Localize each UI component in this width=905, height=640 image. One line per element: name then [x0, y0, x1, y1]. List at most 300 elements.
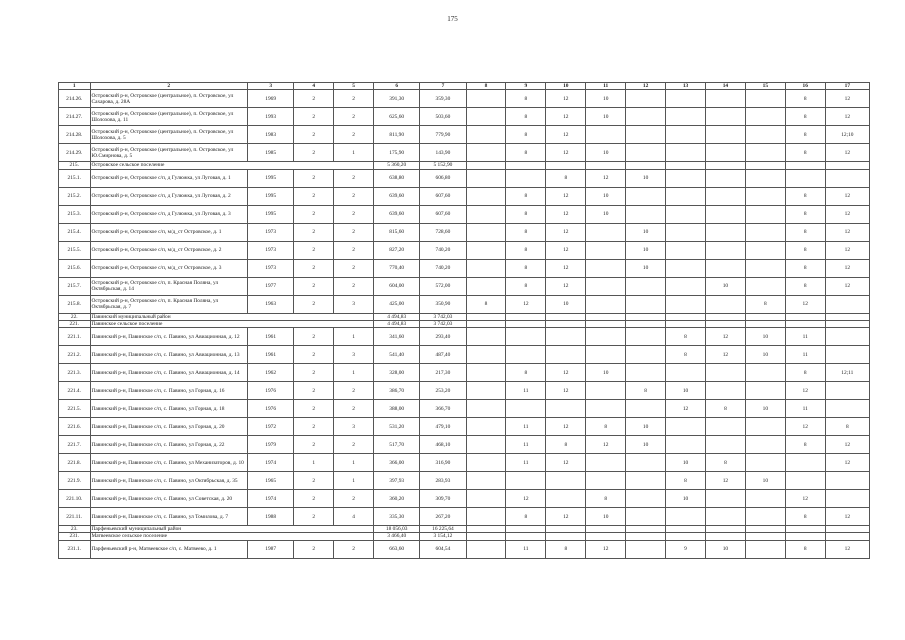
table-cell: [705, 169, 745, 187]
table-cell: 2: [334, 259, 374, 277]
column-header: 11: [586, 83, 626, 90]
table-cell: [506, 328, 546, 346]
table-cell: 8: [506, 508, 546, 526]
table-cell: 10: [586, 205, 626, 223]
table-cell: 1972: [248, 418, 294, 436]
table-row: [59, 108, 870, 126]
subtotal-code: 23.: [59, 526, 91, 533]
table-cell: 175,90: [374, 144, 420, 162]
table-cell: [745, 205, 785, 223]
address-cell: Павинский р-н, Павинское с/п, с. Павино, ул Авиационная, д. 13: [90, 346, 248, 364]
table-cell: [586, 277, 626, 295]
subtotal-area-total: 5 360,20: [374, 162, 420, 169]
table-cell: 1993: [248, 108, 294, 126]
table-cell: 2: [294, 436, 334, 454]
table-cell: 8: [546, 436, 586, 454]
table-cell: [745, 320, 785, 327]
table-cell: 1969: [248, 90, 294, 108]
table-cell: [626, 526, 666, 533]
column-header: 3: [248, 83, 294, 90]
table-cell: 740,20: [420, 241, 466, 259]
table-cell: [745, 259, 785, 277]
table-cell: 2: [294, 241, 334, 259]
table-cell: [705, 364, 745, 382]
table-cell: [705, 533, 745, 540]
table-cell: 2: [334, 90, 374, 108]
table-cell: 12: [785, 295, 825, 313]
column-header: 17: [825, 83, 869, 90]
subtotal-row: [59, 162, 870, 169]
table-cell: [666, 259, 706, 277]
table-cell: 1995: [248, 205, 294, 223]
table-row: [59, 295, 870, 313]
table-cell: 215.4.: [59, 223, 91, 241]
table-cell: 10: [626, 169, 666, 187]
table-cell: [745, 90, 785, 108]
table-cell: [666, 144, 706, 162]
table-cell: 8: [785, 187, 825, 205]
table-cell: 8: [785, 508, 825, 526]
column-header: 6: [374, 83, 420, 90]
table-cell: [745, 277, 785, 295]
column-header: 4: [294, 83, 334, 90]
table-cell: 1973: [248, 223, 294, 241]
table-row: [59, 472, 870, 490]
table-cell: [626, 126, 666, 144]
subtotal-area-total: 4 494,83: [374, 313, 420, 320]
table-row: [59, 259, 870, 277]
column-header: 1: [59, 83, 91, 90]
table-cell: 12: [785, 382, 825, 400]
table-cell: 10: [745, 346, 785, 364]
table-cell: 12: [825, 241, 869, 259]
table-cell: [745, 223, 785, 241]
table-cell: [745, 108, 785, 126]
table-cell: 2: [334, 169, 374, 187]
table-cell: [506, 526, 546, 533]
table-cell: 8: [546, 540, 586, 558]
table-cell: 11: [506, 436, 546, 454]
table-cell: [466, 241, 506, 259]
table-cell: 10: [586, 508, 626, 526]
table-cell: 12: [825, 540, 869, 558]
table-cell: 1995: [248, 169, 294, 187]
table-cell: 1: [334, 454, 374, 472]
table-cell: [785, 162, 825, 169]
table-cell: [466, 540, 506, 558]
table-cell: [626, 508, 666, 526]
table-cell: 12: [546, 126, 586, 144]
table-cell: [626, 205, 666, 223]
table-cell: 12: [546, 277, 586, 295]
address-cell: Островский р-н, Островское с/п, п. Красная Поляна, ул Октябрьская, д. 14: [90, 277, 248, 295]
subtotal-row: [59, 526, 870, 533]
table-cell: [586, 400, 626, 418]
column-header: 10: [546, 83, 586, 90]
table-cell: [466, 320, 506, 327]
table-cell: 1985: [248, 144, 294, 162]
table-cell: 10: [705, 540, 745, 558]
table-cell: 8: [785, 259, 825, 277]
address-cell: Островский р-н, Островское с/п, п. Красная Поляна, ул Октябрьская, д. 7: [90, 295, 248, 313]
table-cell: 2: [334, 108, 374, 126]
table-cell: 2: [294, 328, 334, 346]
table-row: [59, 223, 870, 241]
table-cell: 221.1.: [59, 328, 91, 346]
table-cell: [705, 526, 745, 533]
subtotal-name: Павинский муниципальный район: [90, 313, 374, 320]
table-cell: [466, 454, 506, 472]
table-cell: [705, 223, 745, 241]
table-cell: [546, 400, 586, 418]
table-cell: [466, 400, 506, 418]
table-cell: 12: [546, 364, 586, 382]
table-cell: [466, 223, 506, 241]
table-cell: [666, 277, 706, 295]
table-cell: 2: [294, 277, 334, 295]
table-cell: 10: [626, 418, 666, 436]
table-row: [59, 277, 870, 295]
table-cell: [466, 382, 506, 400]
table-cell: [586, 472, 626, 490]
table-cell: 215.8.: [59, 295, 91, 313]
table-cell: [466, 490, 506, 508]
table-cell: 221.10.: [59, 490, 91, 508]
table-cell: 293,40: [420, 328, 466, 346]
table-cell: [705, 436, 745, 454]
table-cell: [745, 436, 785, 454]
table-cell: 231.1.: [59, 540, 91, 558]
table-cell: [745, 169, 785, 187]
table-cell: [825, 169, 869, 187]
table-cell: [466, 126, 506, 144]
table-cell: [586, 313, 626, 320]
table-cell: [825, 295, 869, 313]
table-cell: 607,60: [420, 187, 466, 205]
table-cell: 214.26.: [59, 90, 91, 108]
table-cell: 1961: [248, 328, 294, 346]
table-row: [59, 454, 870, 472]
table-cell: [466, 144, 506, 162]
table-cell: 1974: [248, 490, 294, 508]
table-cell: 1: [334, 328, 374, 346]
table-cell: [666, 205, 706, 223]
column-header: 12: [626, 83, 666, 90]
table-cell: 639,60: [374, 205, 420, 223]
table-row: [59, 364, 870, 382]
table-cell: 12: [586, 169, 626, 187]
table-cell: 2: [294, 90, 334, 108]
table-cell: [506, 346, 546, 364]
table-cell: [586, 241, 626, 259]
table-cell: [705, 162, 745, 169]
table-cell: 221.6.: [59, 418, 91, 436]
table-cell: 8: [506, 108, 546, 126]
table-cell: 397,93: [374, 472, 420, 490]
table-cell: [586, 533, 626, 540]
table-cell: 8: [785, 364, 825, 382]
column-header: 7: [420, 83, 466, 90]
table-row: [59, 382, 870, 400]
table-cell: [745, 526, 785, 533]
table-cell: 2: [294, 418, 334, 436]
table-cell: 1: [334, 144, 374, 162]
page-number: 175: [447, 15, 458, 23]
table-cell: 663,60: [374, 540, 420, 558]
table-cell: [705, 382, 745, 400]
table-cell: 12: [825, 436, 869, 454]
address-cell: Павинский р-н, Павинское с/п, с. Павино, ул Горная, д. 16: [90, 382, 248, 400]
subtotal-code: 221.: [59, 320, 91, 327]
table-cell: [666, 187, 706, 205]
table-cell: 2: [334, 241, 374, 259]
table-cell: [586, 346, 626, 364]
table-cell: 2: [294, 540, 334, 558]
column-header: 16: [785, 83, 825, 90]
table-cell: 11: [506, 382, 546, 400]
table-cell: 12: [546, 223, 586, 241]
table-cell: [666, 241, 706, 259]
table-cell: 2: [294, 508, 334, 526]
table-cell: 3: [334, 295, 374, 313]
address-cell: Павинский р-н, Павинское с/п, с. Павино, ул Горная, д. 18: [90, 400, 248, 418]
table-cell: [506, 162, 546, 169]
table-cell: [626, 540, 666, 558]
table-cell: [586, 223, 626, 241]
table-cell: 221.11.: [59, 508, 91, 526]
table-cell: 12: [546, 108, 586, 126]
table-cell: 8: [506, 223, 546, 241]
table-cell: 1979: [248, 436, 294, 454]
table-cell: [745, 533, 785, 540]
table-cell: [785, 313, 825, 320]
table-cell: 12: [586, 436, 626, 454]
table-cell: [666, 169, 706, 187]
table-cell: 2: [334, 126, 374, 144]
table-cell: [745, 454, 785, 472]
subtotal-name: Павинское сельское поселение: [90, 320, 374, 327]
column-header: 15: [745, 83, 785, 90]
table-cell: [705, 126, 745, 144]
table-cell: 2: [294, 169, 334, 187]
subtotal-code: 22.: [59, 313, 91, 320]
table-cell: 1974: [248, 454, 294, 472]
housing-registry-table: [58, 82, 870, 559]
table-cell: 8: [785, 90, 825, 108]
table-cell: [705, 490, 745, 508]
table-cell: 316,90: [420, 454, 466, 472]
table-cell: 8: [506, 187, 546, 205]
table-cell: 1: [334, 472, 374, 490]
column-header: 13: [666, 83, 706, 90]
table-cell: [745, 162, 785, 169]
table-cell: 2: [334, 277, 374, 295]
column-header: 8: [466, 83, 506, 90]
table-cell: 2: [334, 490, 374, 508]
table-row: [59, 436, 870, 454]
table-cell: 221.9.: [59, 472, 91, 490]
table-cell: [745, 364, 785, 382]
table-cell: 1988: [248, 508, 294, 526]
table-cell: [626, 313, 666, 320]
table-cell: 217,30: [420, 364, 466, 382]
table-cell: 341,60: [374, 328, 420, 346]
table-cell: 2: [294, 490, 334, 508]
table-cell: 10: [666, 454, 706, 472]
table-cell: 221.3.: [59, 364, 91, 382]
table-row: [59, 490, 870, 508]
table-cell: [825, 382, 869, 400]
column-header: 9: [506, 83, 546, 90]
table-cell: 10: [586, 144, 626, 162]
table-cell: 10: [586, 364, 626, 382]
table-cell: 12: [506, 295, 546, 313]
address-cell: Островский р-н, Островское (центральное), п. Островское, ул Шолохова, д. 5: [90, 126, 248, 144]
table-cell: [745, 382, 785, 400]
table-cell: 3: [334, 418, 374, 436]
table-cell: [586, 162, 626, 169]
table-cell: 10: [745, 472, 785, 490]
table-row: [59, 328, 870, 346]
table-cell: 8: [506, 126, 546, 144]
table-row: [59, 241, 870, 259]
table-cell: 386,70: [374, 382, 420, 400]
table-cell: 607,60: [420, 205, 466, 223]
header-row: [59, 83, 870, 90]
table-cell: [546, 328, 586, 346]
table-cell: 12;11: [825, 364, 869, 382]
table-cell: [546, 472, 586, 490]
table-cell: [785, 320, 825, 327]
table-cell: 12: [825, 223, 869, 241]
table-cell: [546, 313, 586, 320]
table-cell: 12: [825, 205, 869, 223]
table-cell: 12: [546, 454, 586, 472]
table-cell: [705, 418, 745, 436]
table-cell: 366,70: [420, 400, 466, 418]
table-cell: 12: [546, 382, 586, 400]
table-cell: 728,60: [420, 223, 466, 241]
table-cell: 638,80: [374, 169, 420, 187]
table-cell: 221.5.: [59, 400, 91, 418]
table-cell: 1976: [248, 400, 294, 418]
table-cell: 215.7.: [59, 277, 91, 295]
table-cell: 12: [506, 490, 546, 508]
table-cell: 221.8.: [59, 454, 91, 472]
table-cell: [666, 313, 706, 320]
table-cell: 10: [626, 241, 666, 259]
table-cell: 1: [294, 454, 334, 472]
table-cell: 1973: [248, 259, 294, 277]
table-cell: [506, 169, 546, 187]
table-cell: 12: [825, 187, 869, 205]
table-cell: 215.2.: [59, 187, 91, 205]
table-cell: 10: [705, 277, 745, 295]
table-cell: [466, 418, 506, 436]
table-cell: 503,60: [420, 108, 466, 126]
table-cell: [785, 526, 825, 533]
table-cell: [466, 346, 506, 364]
subtotal-name: Островское сельское поселение: [90, 162, 374, 169]
table-cell: 2: [294, 144, 334, 162]
table-cell: 2: [294, 472, 334, 490]
table-cell: 391,30: [374, 90, 420, 108]
table-cell: 2: [334, 400, 374, 418]
table-cell: [745, 490, 785, 508]
table-cell: 8: [785, 223, 825, 241]
table-cell: 12: [546, 144, 586, 162]
table-cell: [466, 162, 506, 169]
table-cell: [745, 126, 785, 144]
table-row: [59, 346, 870, 364]
table-cell: 309,70: [420, 490, 466, 508]
table-cell: 8: [506, 90, 546, 108]
table-cell: 12: [546, 259, 586, 277]
table-cell: 8: [785, 436, 825, 454]
table-cell: 12: [825, 144, 869, 162]
table-cell: 366,00: [374, 454, 420, 472]
table-cell: 1961: [248, 346, 294, 364]
table-cell: 8: [586, 490, 626, 508]
table-cell: 639,60: [374, 187, 420, 205]
table-cell: [506, 313, 546, 320]
table-cell: [466, 364, 506, 382]
address-cell: Павинский р-н, Павинское с/п, с. Павино, ул Горная, д. 22: [90, 436, 248, 454]
subtotal-area-total: 4 494,83: [374, 320, 420, 327]
table-cell: [466, 508, 506, 526]
table-cell: 283,93: [420, 472, 466, 490]
table-cell: 359,30: [420, 90, 466, 108]
table-cell: [785, 472, 825, 490]
table-cell: [586, 259, 626, 277]
subtotal-area-living: 3 742,03: [420, 313, 466, 320]
table-cell: [586, 328, 626, 346]
table-cell: 12: [705, 346, 745, 364]
table-cell: 8: [586, 418, 626, 436]
table-cell: 221.4.: [59, 382, 91, 400]
column-header: 5: [334, 83, 374, 90]
table-row: [59, 144, 870, 162]
table-cell: 2: [334, 436, 374, 454]
table-cell: [825, 346, 869, 364]
table-cell: 1983: [248, 126, 294, 144]
table-cell: 214.27.: [59, 108, 91, 126]
table-cell: [546, 533, 586, 540]
table-cell: 10: [745, 328, 785, 346]
table-cell: [546, 320, 586, 327]
table-cell: 215.3.: [59, 205, 91, 223]
table-cell: [705, 259, 745, 277]
table-cell: [626, 187, 666, 205]
table-cell: [586, 295, 626, 313]
table-cell: 8: [626, 382, 666, 400]
table-cell: 4: [334, 508, 374, 526]
table-cell: 606,80: [420, 169, 466, 187]
table-cell: 2: [334, 540, 374, 558]
table-cell: 10: [586, 108, 626, 126]
table-cell: [785, 533, 825, 540]
table-cell: 360,20: [374, 490, 420, 508]
table-row: [59, 418, 870, 436]
table-row: [59, 205, 870, 223]
table-cell: [466, 187, 506, 205]
table-cell: [705, 320, 745, 327]
address-cell: Павинский р-н, Павинское с/п, с. Павино, ул Авиационная, д. 12: [90, 328, 248, 346]
address-cell: Островский р-н, Островское с/п, д Гулюжка, ул Луговая, д. 2: [90, 187, 248, 205]
table-cell: [626, 277, 666, 295]
subtotal-area-total: 3 466,40: [374, 533, 420, 540]
table-cell: 215.5.: [59, 241, 91, 259]
